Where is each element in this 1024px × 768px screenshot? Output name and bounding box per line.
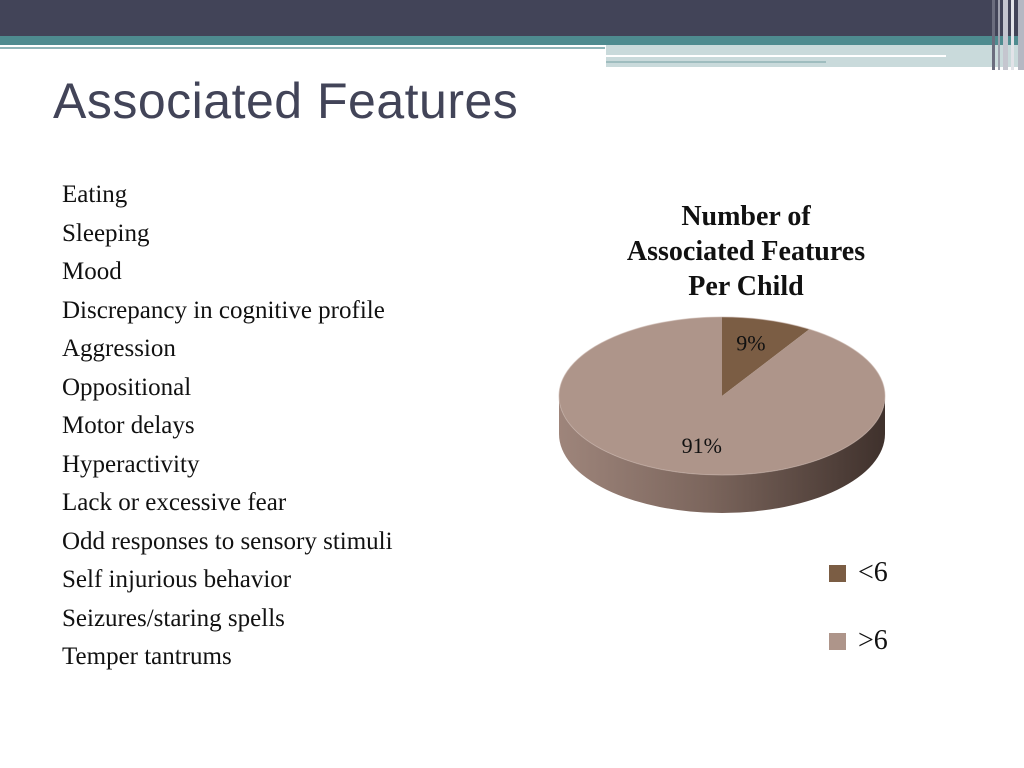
legend-swatch [829, 565, 846, 582]
chart-title-line: Number of [681, 201, 811, 232]
pie-data-label: 9% [736, 330, 766, 356]
chart-title-line: Per Child [688, 271, 804, 302]
list-item: Sleeping [62, 219, 150, 247]
chart-legend [829, 556, 888, 692]
pie-data-label: 91% [681, 433, 722, 459]
legend-label: <6 [858, 557, 888, 588]
legend-swatch [829, 633, 846, 650]
legend-item [829, 556, 888, 590]
pie-slice-over-6 [559, 317, 885, 475]
list-item: Lack or excessive fear [62, 489, 287, 516]
list-item: Aggression [62, 335, 176, 362]
list-item: Temper tantrums [62, 643, 232, 670]
list-item: Motor delays [62, 412, 195, 439]
legend-item [829, 624, 888, 658]
list-item: Odd responses to sensory stimuli [62, 527, 393, 555]
list-item: Seizures/staring spells [62, 604, 285, 632]
list-item: Hyperactivity [62, 450, 200, 478]
chart-title-line: Associated Features [626, 236, 866, 267]
list-item: Oppositional [62, 373, 192, 401]
legend-label: >6 [858, 625, 888, 656]
list-item: Discrepancy in cognitive profile [62, 296, 385, 324]
list-item: Eating [62, 181, 128, 208]
list-item: Self injurious behavior [62, 566, 292, 593]
list-item: Mood [62, 258, 122, 285]
slide-title: Associated Features [53, 73, 519, 129]
